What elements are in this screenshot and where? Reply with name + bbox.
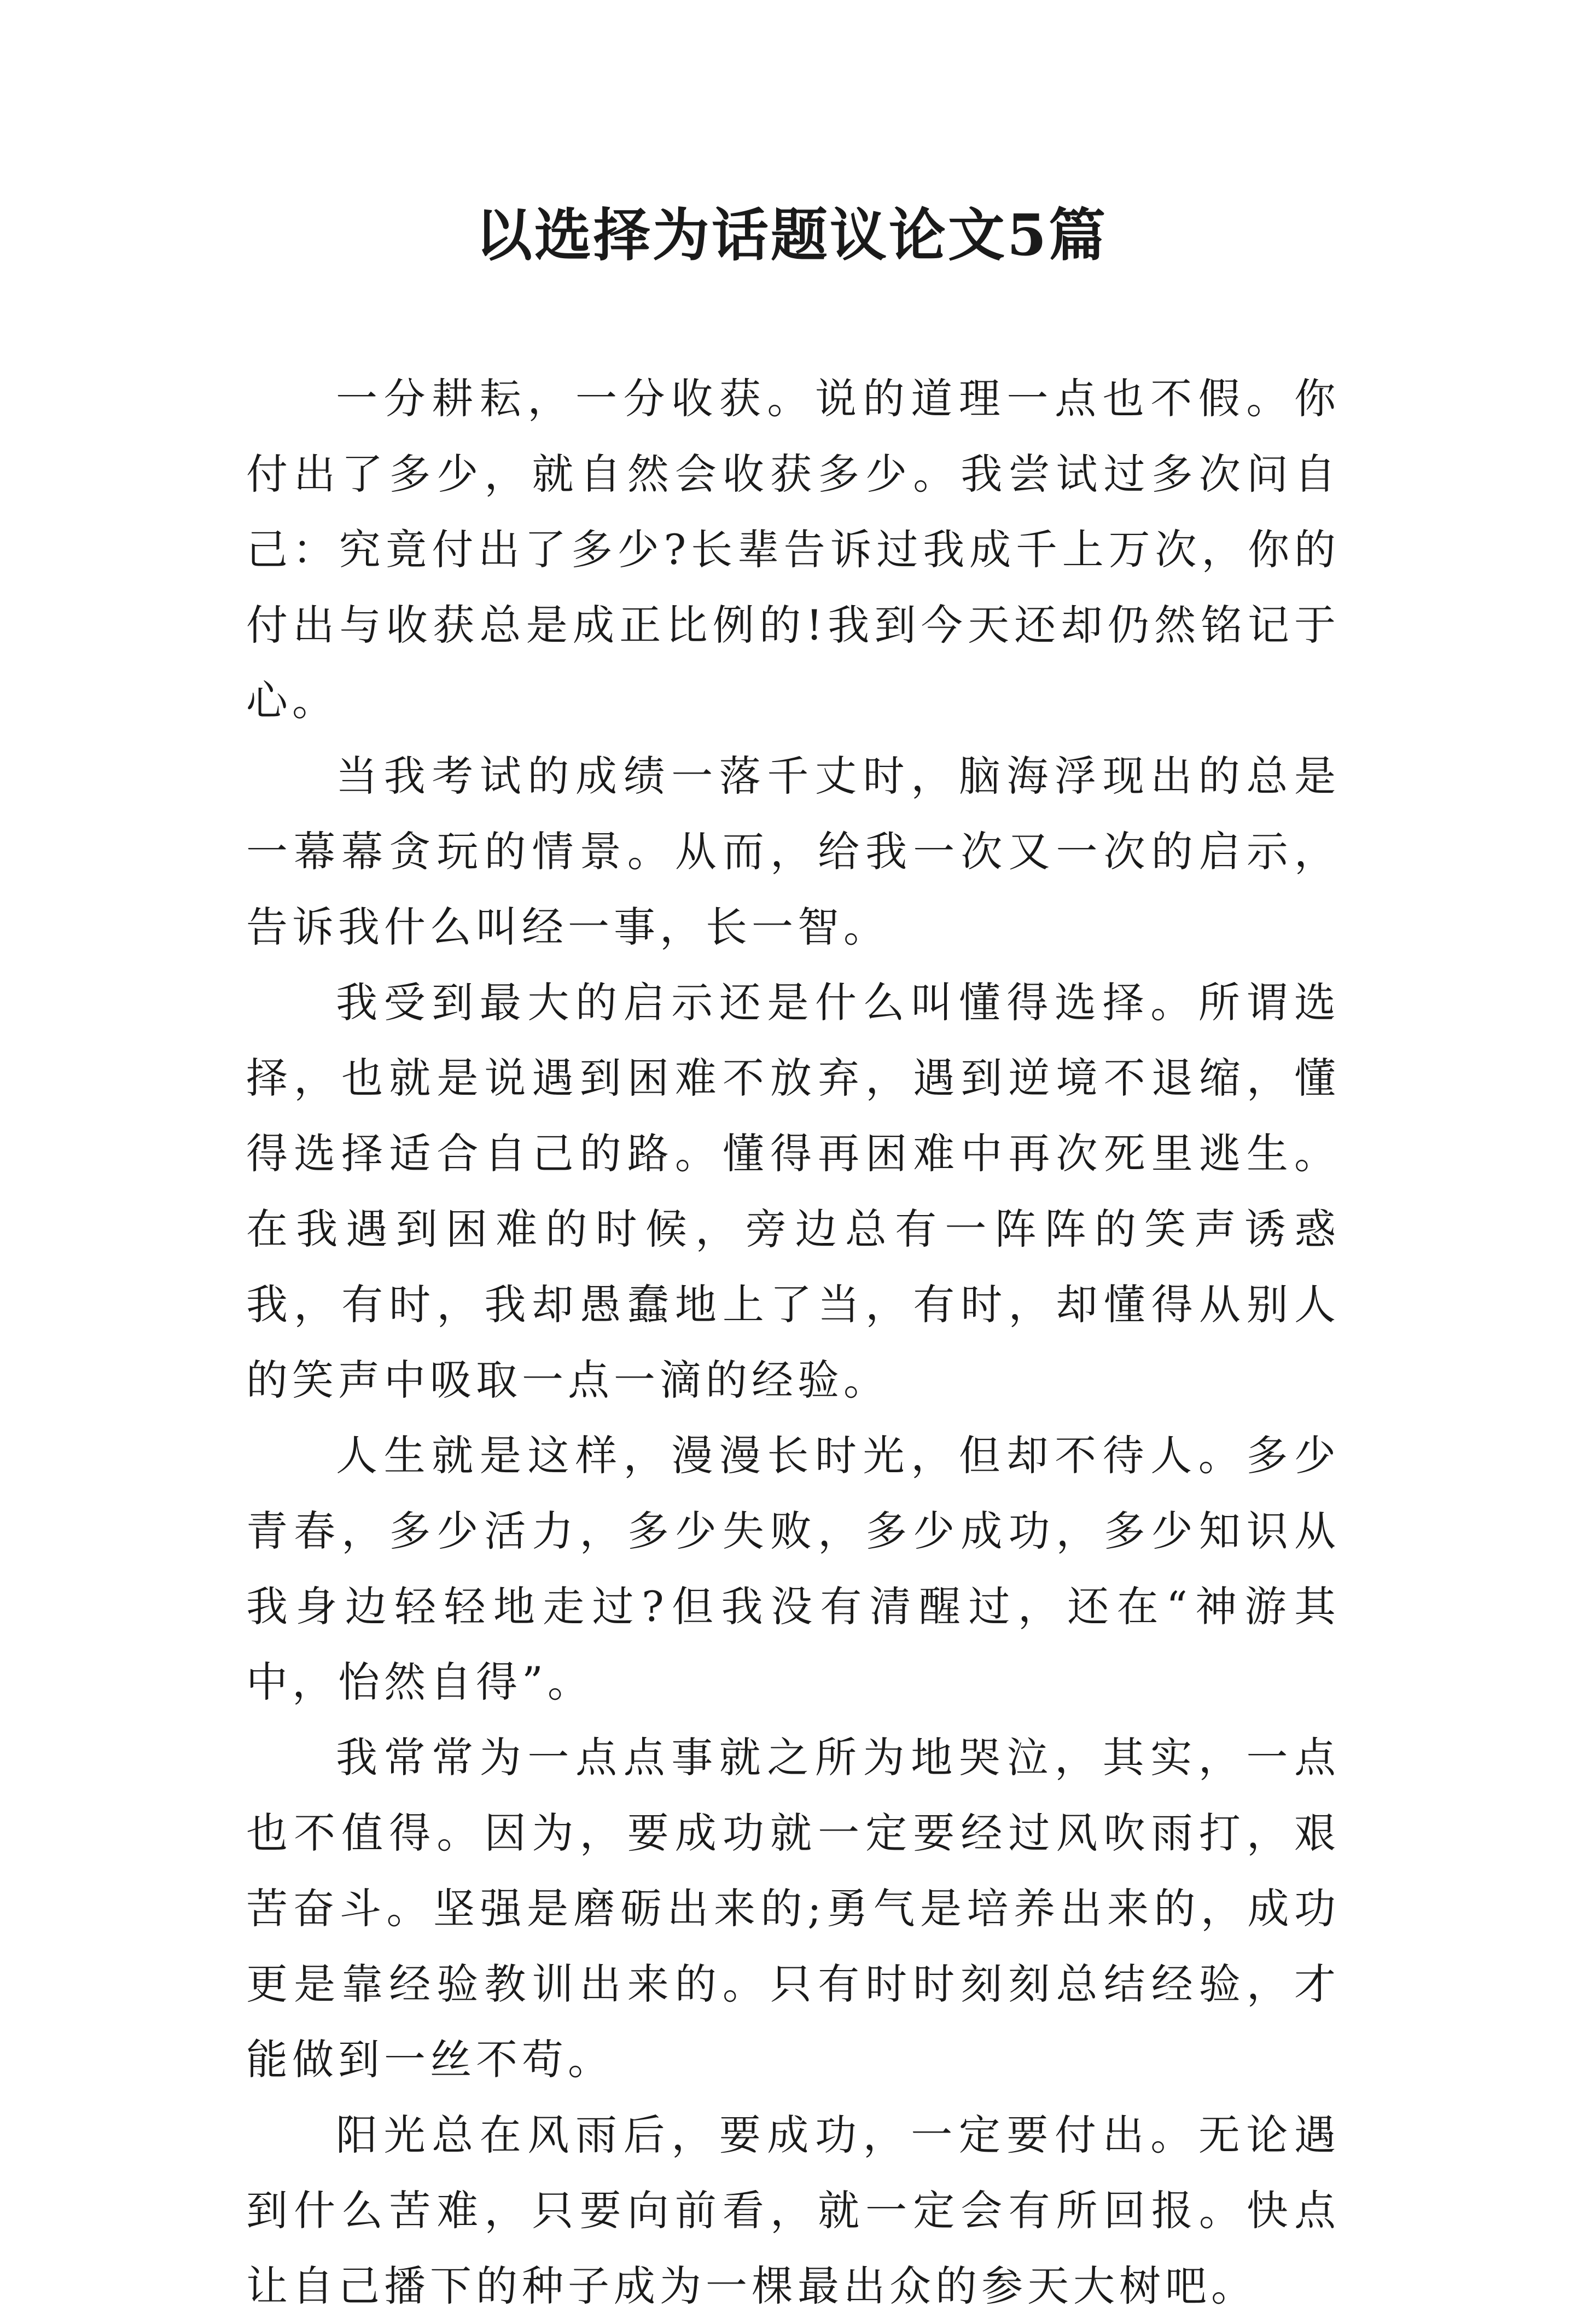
document-body (246, 361, 1340, 2324)
paragraph-4: 人生就是这样，漫漫长时光，但却不待人。多少青春，多少活力，多少失败，多少成功，多少知识从我身边轻轻地走过?但我没有清醒过，还在“神游其中，怡然自得”。 (246, 1431, 1340, 1706)
paragraph-2: 当我考试的成绩一落千丈时，脑海浮现出的总是一幕幕贪玩的情景。从而，给我一次又一次的启示，告诉我什么叫经一事，长一智。 (246, 752, 1340, 951)
document-title: 以选择为话题议论文5篇 (475, 201, 1108, 269)
paragraph-6: 阳光总在风雨后，要成功，一定要付出。无论遇到什么苦难，只要向前看，就一定会有所回报。快点让自己播下的种子成为一棵最出众的参天大树吧。 (246, 2111, 1340, 2310)
paragraph-5: 我常常为一点点事就之所为地哭泣，其实，一点也不值得。因为，要成功就一定要经过风吹雨打，艰苦奋斗。坚强是磨砺出来的;勇气是培养出来的，成功更是靠经验教训出来的。只有时时刻刻总结经验，才能做到一丝不苟。 (246, 1733, 1340, 2084)
paragraph-3: 我受到最大的启示还是什么叫懂得选择。所谓选择，也就是说遇到困难不放弃，遇到逆境不退缩，懂得选择适合自己的路。懂得再困难中再次死里逃生。在我遇到困难的时候，旁边总有一阵阵的笑声诱惑我，有时，我却愚蠢地上了当，有时，却懂得从别人的笑声中吸取一点一滴的经验。 (246, 978, 1340, 1404)
paragraph-1: 一分耕耘，一分收获。说的道理一点也不假。你付出了多少，就自然会收获多少。我尝试过多次问自己：究竟付出了多少?长辈告诉过我成千上万次，你的付出与收获总是成正比例的!我到今天还却仍然铭记于心。 (246, 374, 1340, 725)
